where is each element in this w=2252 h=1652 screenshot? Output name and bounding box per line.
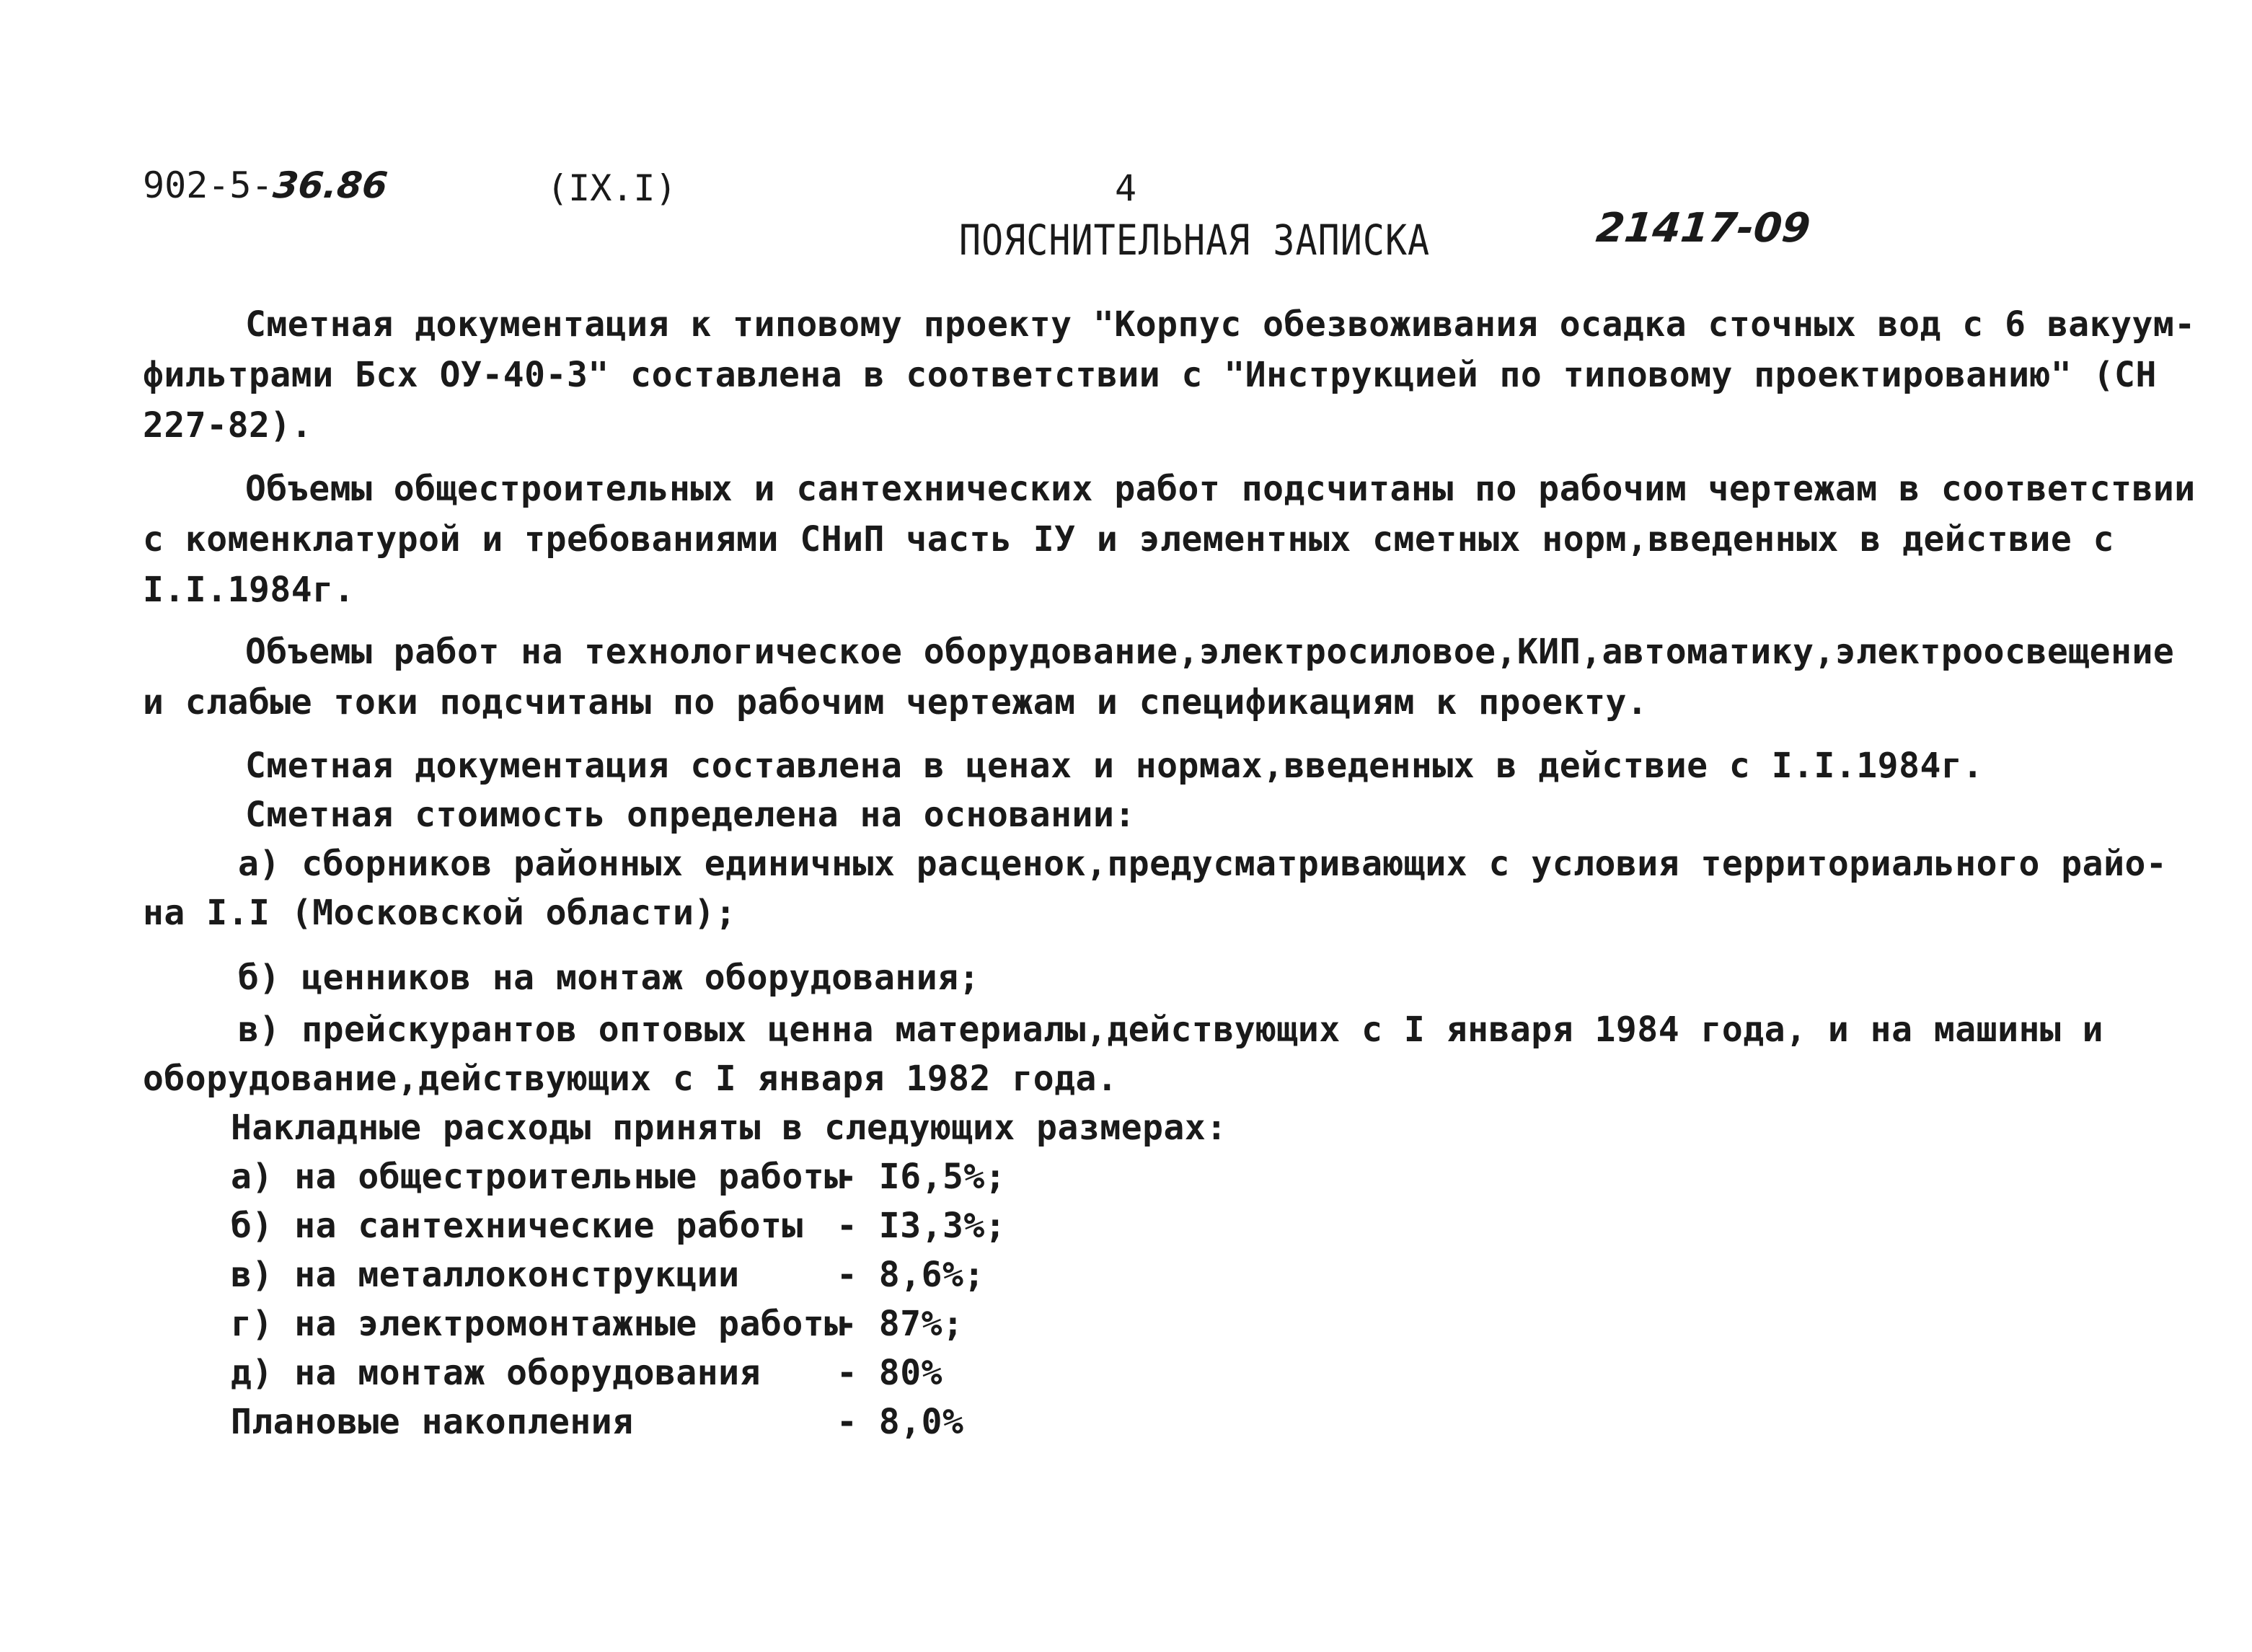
item-v-line-1: в) прейскурантов оптовых ценна материалы,действующих с I января 1984 года, и на машины и — [238, 1010, 2104, 1050]
paragraph-1-line-1: Сметная документация к типовому проекту "Корпус обезвоживания осадка сточных вод с 6 вакуум- — [245, 304, 2196, 345]
item-v-line-2: оборудование,действующих с I января 1982 года. — [143, 1059, 1118, 1099]
overhead-rate-row — [231, 1351, 942, 1395]
paragraph-3-line-1: Объемы работ на технологическое оборудование,электросиловое,КИП,автоматику,электроосвещение — [245, 632, 2175, 672]
overhead-rate-value: - 8,6%; — [836, 1255, 985, 1295]
overhead-rate-row — [231, 1253, 985, 1297]
document-code-handwritten: 36.86 — [270, 164, 389, 206]
overhead-rate-row — [231, 1302, 963, 1346]
overhead-rate-label: Плановые накопления — [231, 1402, 634, 1442]
paragraph-1-line-3: 227-82). — [143, 405, 313, 446]
overhead-rate-label: д) на монтаж оборудования — [231, 1353, 761, 1393]
overhead-rate-value: - 8,0% — [836, 1402, 964, 1442]
overhead-rate-value: - I3,3%; — [836, 1206, 1007, 1246]
paragraph-2-line-1: Объемы общестроительных и сантехнических работ подсчитаны по рабочим чертежам в соответствии — [245, 469, 2196, 509]
document-code-printed: 902-5- — [143, 164, 273, 206]
overhead-rate-value: - I6,5%; — [836, 1157, 1007, 1197]
overhead-intro: Накладные расходы приняты в следующих размерах: — [231, 1108, 1227, 1148]
item-a-line-1: а) сборников районных единичных расценок,предусматривающих с условия территориального райо- — [238, 844, 2168, 884]
paragraph-3-line-2: и слабые токи подсчитаны по рабочим чертежам и спецификациям к проекту. — [143, 682, 1648, 723]
section-number: (IX.I) — [547, 167, 677, 209]
item-a-line-2: на I.I (Московской области); — [143, 893, 737, 933]
page-title: ПОЯСНИТЕЛЬНАЯ ЗАПИСКА — [959, 216, 1431, 265]
item-b: б) ценников на монтаж оборудования; — [238, 958, 980, 998]
paragraph-2-line-3: I.I.1984г. — [143, 570, 355, 610]
paragraph-4: Сметная документация составлена в ценах и нормах,введенных в действие с I.I.1984г. — [245, 746, 1984, 786]
stamp-number: 21417-09 — [1594, 205, 1813, 252]
overhead-rate-value: - 80% — [836, 1353, 942, 1393]
paragraph-1-line-2: фильтрами Бсх ОУ-40-3" составлена в соответствии с "Инструкцией по типовому проектированию" (СН — [143, 355, 2157, 395]
paragraph-5: Сметная стоимость определена на основании: — [245, 795, 1136, 835]
paragraph-2-line-2: с коменклатурой и требованиями СНиП часть IУ и элементных сметных норм,введенных в действие с — [143, 519, 2115, 560]
overhead-rate-value: - 87%; — [836, 1304, 964, 1344]
overhead-rate-row — [231, 1204, 1006, 1247]
page-number: 4 — [1115, 167, 1137, 209]
overhead-rate-label: г) на электромонтажные работы — [231, 1304, 846, 1344]
overhead-rate-label: а) на общестроительные работы — [231, 1157, 846, 1197]
overhead-rate-label: б) на сантехнические работы — [231, 1206, 803, 1246]
overhead-rate-row — [231, 1155, 1006, 1198]
document-code — [143, 164, 387, 206]
overhead-rate-row — [231, 1400, 963, 1444]
overhead-rate-label: в) на металлоконструкции — [231, 1255, 740, 1295]
